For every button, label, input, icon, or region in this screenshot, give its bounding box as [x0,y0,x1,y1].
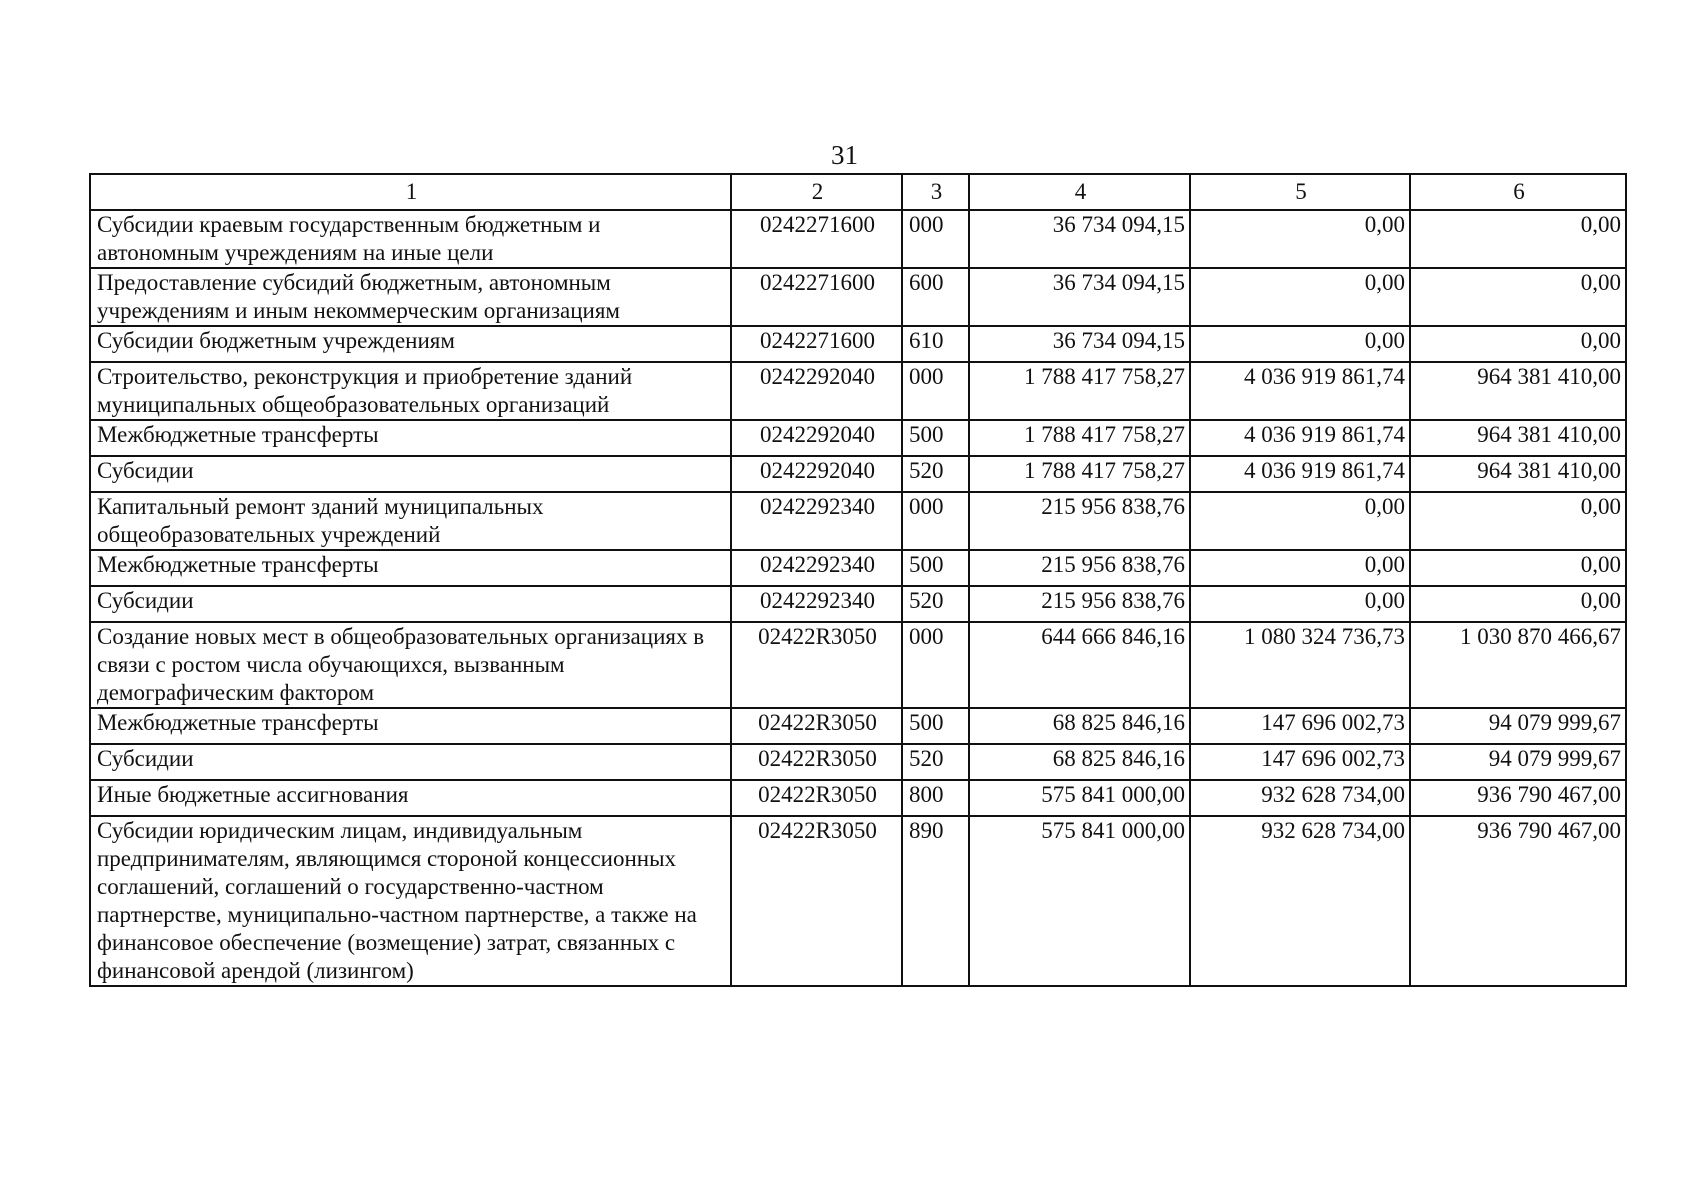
amount-year2-cell: 4 036 919 861,74 [1190,362,1410,420]
amount-year2-cell: 4 036 919 861,74 [1190,456,1410,492]
amount-year2-cell: 0,00 [1190,586,1410,622]
row-name-cell: Иные бюджетные ассигнования [90,780,731,816]
table-row [90,622,1626,708]
amount-year2-cell: 0,00 [1190,268,1410,326]
amount-year1-cell: 68 825 846,16 [969,708,1190,744]
target-article-cell: 0242292340 [731,550,902,586]
target-article-cell: 02422R3050 [731,744,902,780]
target-article-cell: 0242292340 [731,586,902,622]
amount-year2-cell: 0,00 [1190,550,1410,586]
target-article-cell: 02422R3050 [731,780,902,816]
row-name-cell: Субсидии [90,456,731,492]
expense-type-cell: 520 [902,744,969,780]
table-header-row [90,174,1626,210]
amount-year3-cell: 94 079 999,67 [1410,744,1626,780]
expense-type-cell: 000 [902,362,969,420]
amount-year3-cell: 0,00 [1410,586,1626,622]
row-name-cell: Субсидии юридическим лицам, индивидуальным предпринимателям, являющимся стороной концессионных соглашений, соглашений о государственно-частном партнерстве, муниципально-частном партнерстве, а также на финансовое обеспечение (возмещение) затрат, связанных с финансовой арендой (лизингом) [90,816,731,986]
expense-type-cell: 890 [902,816,969,986]
expense-type-cell: 500 [902,550,969,586]
target-article-cell: 0242292340 [731,492,902,550]
table-row [90,780,1626,816]
target-article-cell: 02422R3050 [731,622,902,708]
table-row [90,268,1626,326]
row-name-cell: Создание новых мест в общеобразовательных организациях в связи с ростом числа обучающихся, вызванным демографическим фактором [90,622,731,708]
target-article-cell: 0242271600 [731,268,902,326]
expense-type-cell: 000 [902,210,969,268]
target-article-cell: 0242292040 [731,420,902,456]
amount-year1-cell: 575 841 000,00 [969,780,1190,816]
amount-year3-cell: 964 381 410,00 [1410,420,1626,456]
column-header: 3 [902,174,969,210]
amount-year1-cell: 36 734 094,15 [969,210,1190,268]
row-name-cell: Субсидии краевым государственным бюджетным и автономным учреждениям на иные цели [90,210,731,268]
amount-year2-cell: 0,00 [1190,326,1410,362]
amount-year1-cell: 1 788 417 758,27 [969,420,1190,456]
table-row [90,586,1626,622]
column-header: 6 [1410,174,1626,210]
amount-year3-cell: 964 381 410,00 [1410,456,1626,492]
row-name-cell: Субсидии [90,586,731,622]
target-article-cell: 0242292040 [731,362,902,420]
amount-year3-cell: 94 079 999,67 [1410,708,1626,744]
amount-year1-cell: 1 788 417 758,27 [969,362,1190,420]
expense-type-cell: 500 [902,420,969,456]
amount-year1-cell: 1 788 417 758,27 [969,456,1190,492]
amount-year2-cell: 147 696 002,73 [1190,744,1410,780]
amount-year2-cell: 4 036 919 861,74 [1190,420,1410,456]
budget-table [89,173,1627,987]
column-header: 5 [1190,174,1410,210]
table-row [90,326,1626,362]
amount-year3-cell: 936 790 467,00 [1410,816,1626,986]
amount-year1-cell: 68 825 846,16 [969,744,1190,780]
expense-type-cell: 000 [902,492,969,550]
table-row [90,210,1626,268]
expense-type-cell: 500 [902,708,969,744]
amount-year3-cell: 0,00 [1410,492,1626,550]
table-row [90,492,1626,550]
table-row [90,708,1626,744]
amount-year2-cell: 932 628 734,00 [1190,780,1410,816]
amount-year2-cell: 1 080 324 736,73 [1190,622,1410,708]
amount-year1-cell: 36 734 094,15 [969,326,1190,362]
amount-year3-cell: 0,00 [1410,326,1626,362]
amount-year1-cell: 215 956 838,76 [969,492,1190,550]
table-row [90,816,1626,986]
expense-type-cell: 520 [902,586,969,622]
target-article-cell: 0242271600 [731,210,902,268]
amount-year2-cell: 147 696 002,73 [1190,708,1410,744]
target-article-cell: 02422R3050 [731,708,902,744]
table-row [90,744,1626,780]
expense-type-cell: 000 [902,622,969,708]
expense-type-cell: 610 [902,326,969,362]
row-name-cell: Субсидии бюджетным учреждениям [90,326,731,362]
target-article-cell: 02422R3050 [731,816,902,986]
row-name-cell: Межбюджетные трансферты [90,708,731,744]
table-row [90,550,1626,586]
table-row [90,362,1626,420]
row-name-cell: Субсидии [90,744,731,780]
amount-year2-cell: 0,00 [1190,492,1410,550]
column-header: 1 [90,174,731,210]
column-header: 2 [731,174,902,210]
amount-year1-cell: 215 956 838,76 [969,550,1190,586]
amount-year3-cell: 0,00 [1410,550,1626,586]
amount-year2-cell: 932 628 734,00 [1190,816,1410,986]
row-name-cell: Капитальный ремонт зданий муниципальных общеобразовательных учреждений [90,492,731,550]
row-name-cell: Строительство, реконструкция и приобретение зданий муниципальных общеобразовательных организаций [90,362,731,420]
amount-year3-cell: 0,00 [1410,210,1626,268]
amount-year3-cell: 964 381 410,00 [1410,362,1626,420]
amount-year1-cell: 36 734 094,15 [969,268,1190,326]
table-row [90,456,1626,492]
row-name-cell: Межбюджетные трансферты [90,420,731,456]
amount-year1-cell: 215 956 838,76 [969,586,1190,622]
table-body [90,210,1626,986]
amount-year1-cell: 575 841 000,00 [969,816,1190,986]
amount-year3-cell: 936 790 467,00 [1410,780,1626,816]
row-name-cell: Межбюджетные трансферты [90,550,731,586]
expense-type-cell: 520 [902,456,969,492]
row-name-cell: Предоставление субсидий бюджетным, автономным учреждениям и иным некоммерческим организациям [90,268,731,326]
amount-year3-cell: 1 030 870 466,67 [1410,622,1626,708]
column-header: 4 [969,174,1190,210]
amount-year2-cell: 0,00 [1190,210,1410,268]
target-article-cell: 0242271600 [731,326,902,362]
amount-year3-cell: 0,00 [1410,268,1626,326]
expense-type-cell: 800 [902,780,969,816]
amount-year1-cell: 644 666 846,16 [969,622,1190,708]
target-article-cell: 0242292040 [731,456,902,492]
expense-type-cell: 600 [902,268,969,326]
page-number: 31 [831,140,858,170]
table-row [90,420,1626,456]
